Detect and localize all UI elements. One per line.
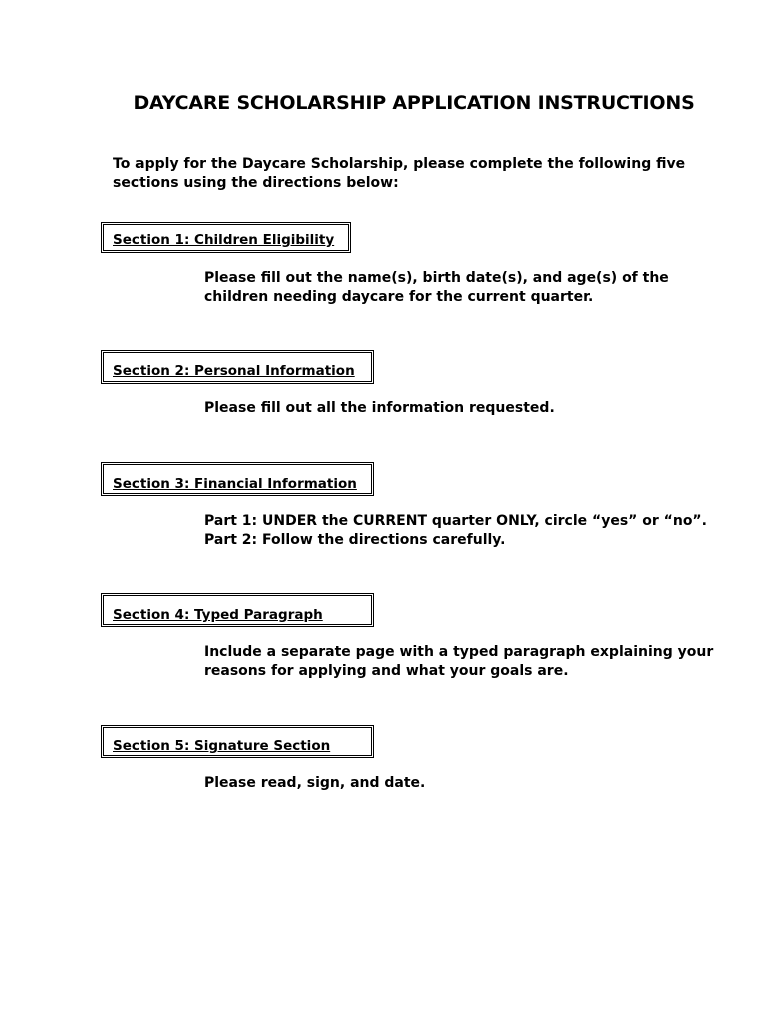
section-5-heading: Section 5: Signature Section (113, 738, 331, 754)
section-5-heading-box (101, 725, 374, 758)
section-2-heading: Section 2: Personal Information (113, 363, 355, 379)
section-3-instructions (204, 512, 724, 550)
instruction-line: reasons for applying and what your goals are. (204, 663, 569, 679)
section-4-heading-box (101, 593, 374, 627)
section-1-instructions (204, 269, 724, 307)
section-2-instructions (204, 399, 724, 418)
instruction-line: Part 1: UNDER the CURRENT quarter ONLY, circle “yes” or “no”. (204, 513, 707, 529)
instruction-line: Please fill out the name(s), birth date(s), and age(s) of the (204, 270, 669, 286)
section-4-instructions (204, 643, 724, 681)
section-4-heading: Section 4: Typed Paragraph (113, 607, 323, 623)
document-title: DAYCARE SCHOLARSHIP APPLICATION INSTRUCTIONS (133, 92, 695, 114)
intro-paragraph (113, 155, 713, 193)
intro-line: sections using the directions below: (113, 175, 399, 191)
section-1-heading: Section 1: Children Eligibility (113, 232, 335, 248)
instruction-line: Include a separate page with a typed paragraph explaining your (204, 644, 714, 660)
section-2-heading-box (101, 350, 374, 384)
instruction-line: children needing daycare for the current quarter. (204, 289, 594, 305)
instruction-line: Part 2: Follow the directions carefully. (204, 532, 506, 548)
section-5-instructions (204, 774, 724, 793)
instruction-line: Please fill out all the information requested. (204, 400, 555, 416)
section-3-heading-box (101, 462, 374, 496)
intro-line: To apply for the Daycare Scholarship, please complete the following five (113, 156, 686, 172)
instruction-line: Please read, sign, and date. (204, 775, 426, 791)
section-3-heading: Section 3: Financial Information (113, 476, 357, 492)
section-1-heading-box (101, 222, 351, 253)
